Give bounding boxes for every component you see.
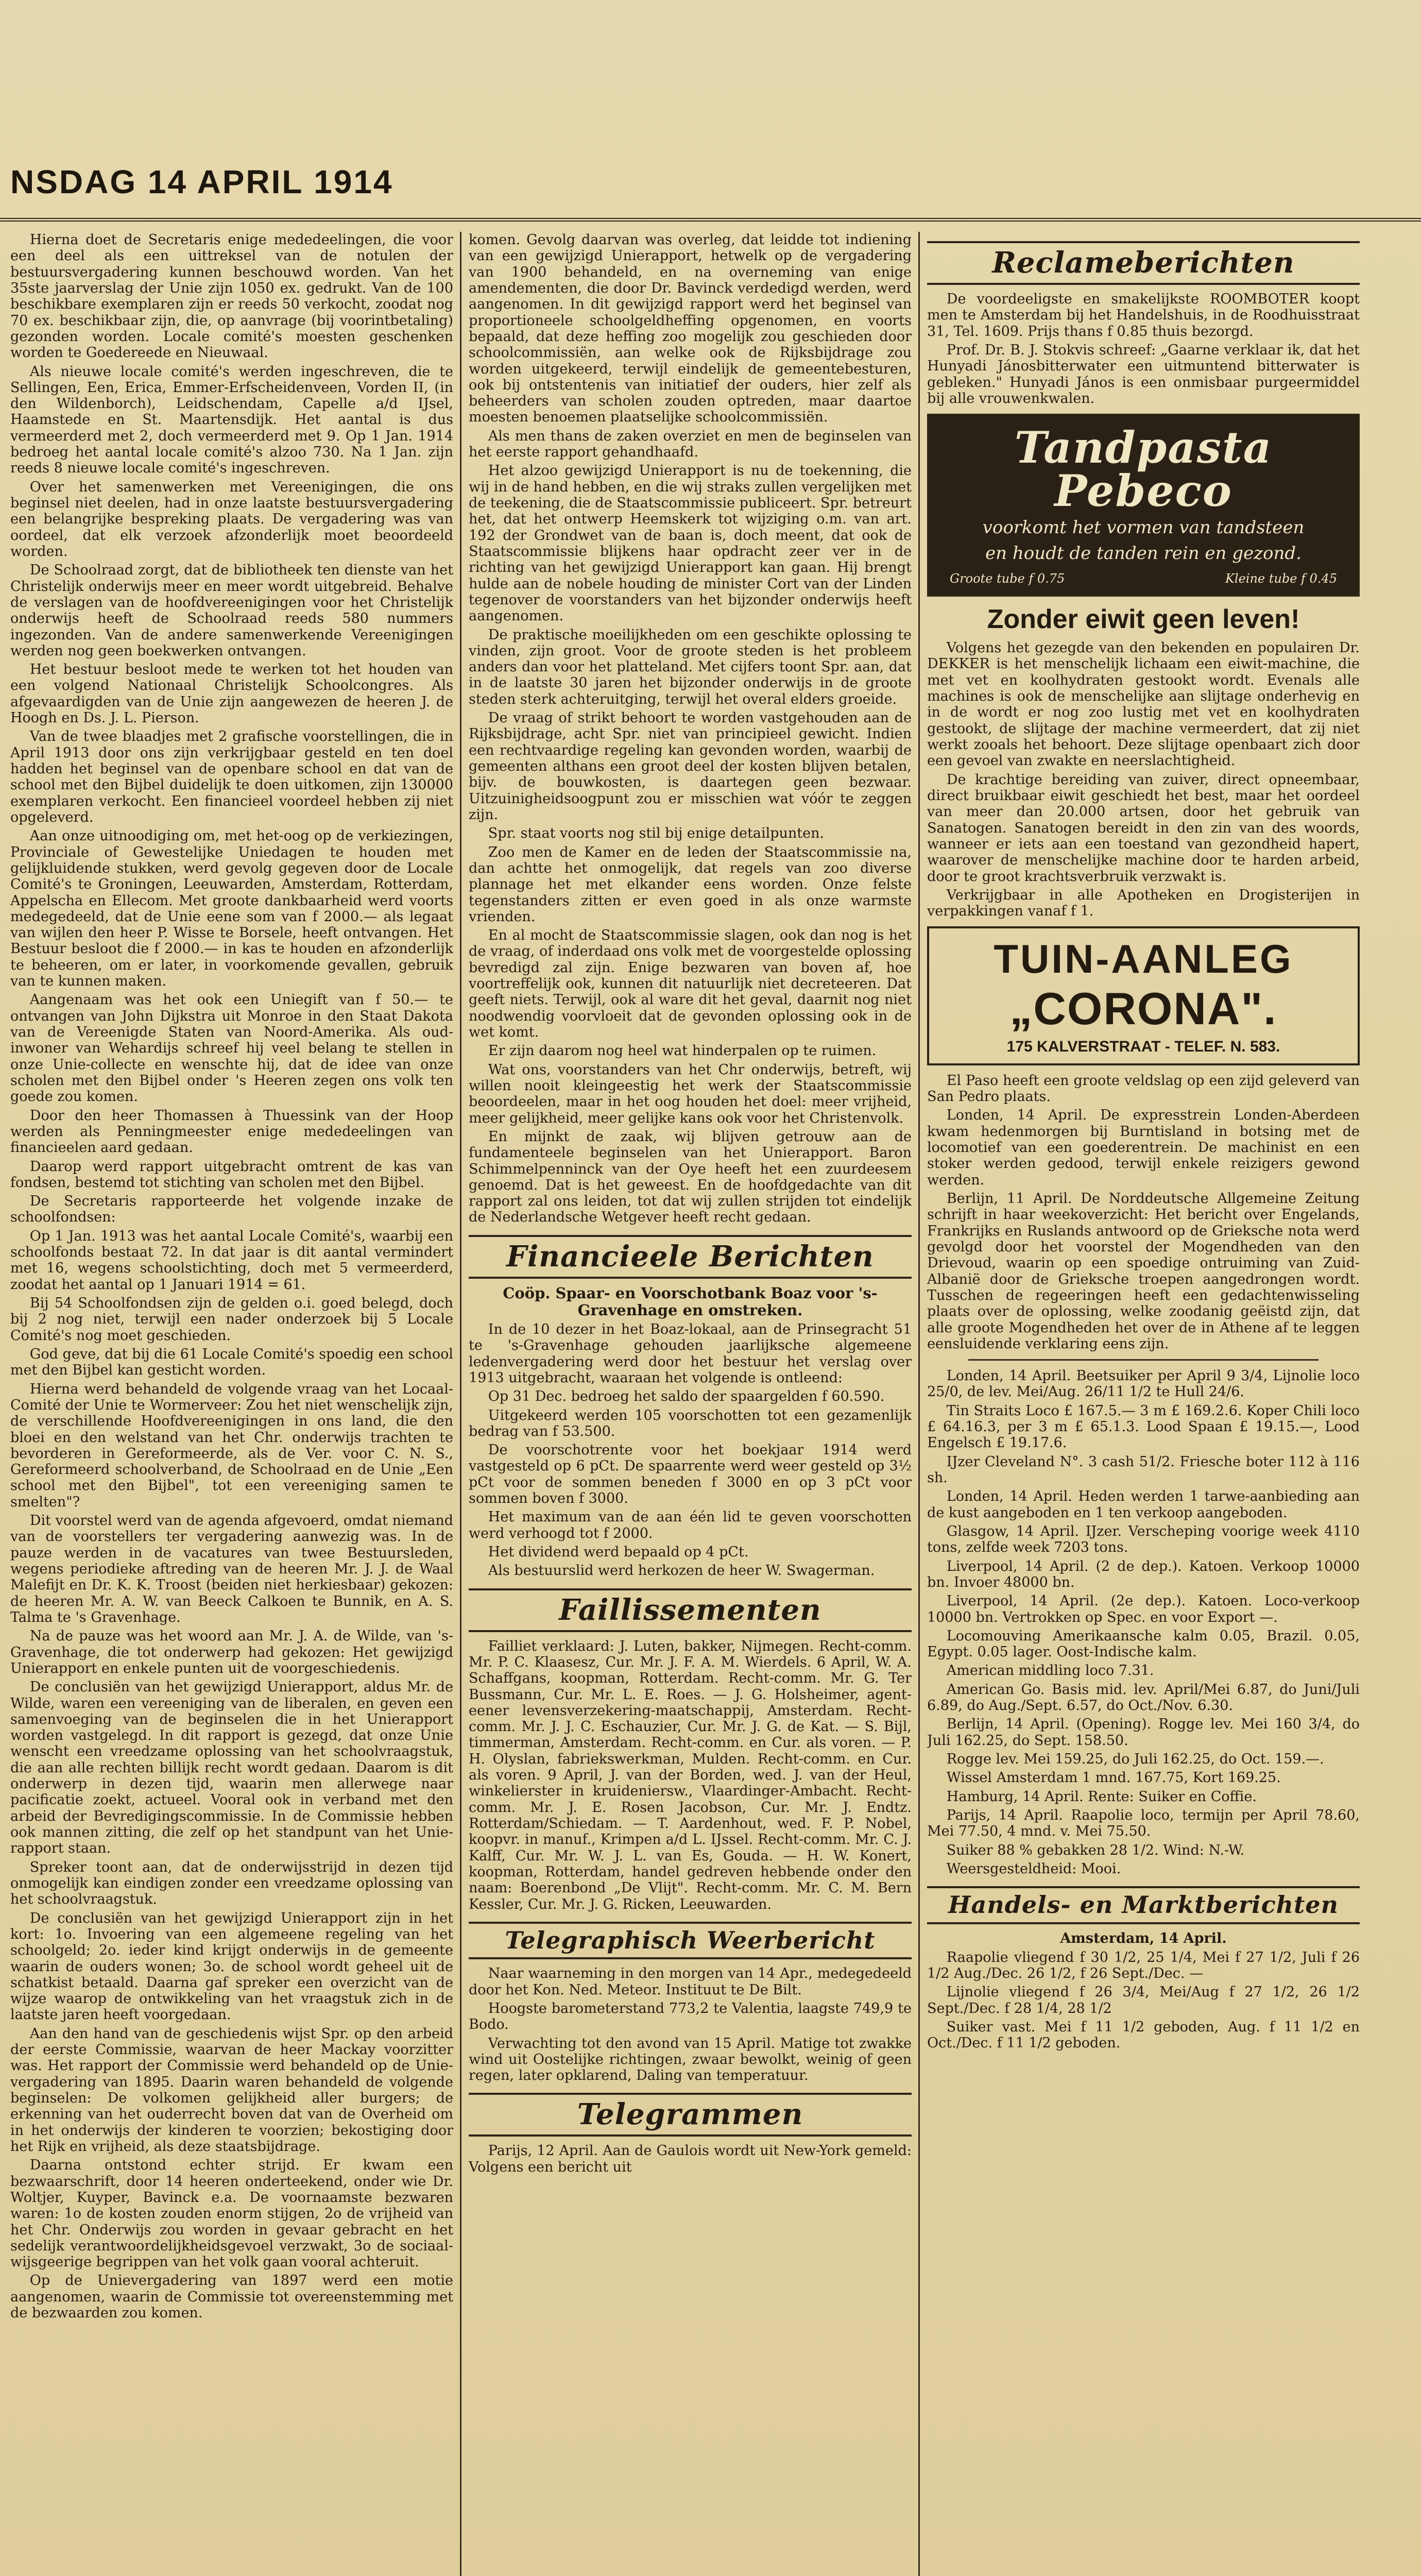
market-price-line: Liverpool, 14 April. (2 de dep.). Katoen. Verkoop 10000 bn. Invoer 48000 bn. [927,1558,1360,1590]
article-paragraph: Op de Unievergadering van 1897 werd een motie aangenomen, waarin de Commissie tot overeenstemming met de bezwaarden zou komen. [10,2273,453,2321]
article-paragraph: Aan den hand van de geschiedenis wijst Spr. op den arbeid der eerste Commissie, waarvan de heer Mackay voorzitter was. Het rapport der Commissie werd behandeld op de Unie-vergadering van 1895. Daarin waren behandeld de volgende beginselen: De volkomen gelijkheid aller burgers; de erkenning van het ouderrecht boven dat van de Overheid om in het onderwijs der kinderen te voorzien; bekostiging door het Rijk en vrijheid, als deze staatsbijdrage. [10,2025,453,2155]
article-paragraph: Failliet verklaard: J. Luten, bakker, Nijmegen. Recht-comm. Mr. P. C. Klaasesz, Cur. Mr. J. F. A. M. Wierdels. 6 April, W. A. Schaffgans, koopman, Rotterdam. Recht-comm. Mr. G. Ter Bussmann, Cur. Mr. L. E. Roes. — J. G. Holsheimer, agent-eener levensverzekering-maatschappij, Amsterdam. Recht-comm. Mr. J. J. C. Eschauzier, Cur. Mr. J. G. de Kat. — S. Bijl, timmerman, Amsterdam. Recht-comm. en Cur. als voren. — P. H. Olyslan, fabriekswerkman, Mulden. Recht-comm. en Cur. als voren. 9 April, J. van der Borden, wed. J. van der Heul, winkelierster in kruideniersw., Vlaardinger-Ambacht. Recht-comm. Mr. J. E. Rosen Jacobson, Cur. Mr. J. Endtz. Rotterdam/Schiedam. — T. Aardenhout, wed. F. P. Nobel, koopvr. in manuf., Krimpen a/d L. IJssel. Recht-comm. Mr. C. J. Kalff, Cur. Mr. W. J. L. van Es, Gouda. — H. W. Konert, koopman, Rotterdam, handel gedreven hebbende onder den naam: Boerenbond „De Vlijt". Recht-comm. Mr. C. M. Bern Kessler, Cur. Mr. J. G. Ricken, Leeuwarden. [469,1638,912,1912]
ad-paragraph: De krachtige bereiding van zuiver, direct opneembaar, direct bruikbaar eiwit geschiedt het best, maar het oordeel van meer dan 20.000 artsen, door het gebruik van Sanatogen. Sanatogen bereidt in den zin van des woords, wanneer er iets aan een toestand van gezondheid hapert, waarover de menschelijke machine door te harden arbeid, door te groot krachtsverbruik verzwakt is. [927,771,1360,885]
ad-paragraph: Prof. Dr. B. J. Stokvis schreef: „Gaarne verklaar ik, dat het Hunyadi Jánosbitterwater een uitmuntend bitterwater is gebleken." Hunyadi János is een onmisbaar purgeermiddel bij alle vrouwenkwalen. [927,342,1360,406]
section-heading-telegrammen: Telegrammen [469,2093,912,2137]
article-paragraph: In de 10 dezer in het Boaz-lokaal, aan de Prinsegracht 51 te 's-Gravenhage gehouden jaarlijksche algemeene ledenvergadering werd door het bestuur het verslag over 1913 uitgebracht, waaraan het volgende is ontleend: [469,1321,912,1386]
article-paragraph: Hierna doet de Secretaris enige mededeelingen, die voor een deel als een uittreksel van de notulen der bestuursvergadering kunnen beschouwd worden. Van het 35ste jaarverslag der Unie zijn 1050 ex. gedrukt. Van de 100 beschikbare exemplaren zijn er reeds 50 verkocht, zoodat nog 70 ex. beschikbaar zijn, die, op aanvrage (bij voorintbetaling) gezonden worden. Locale comité's moesten geschenken worden te Goedereede en Nieuwaal. [10,232,453,361]
pebeco-advertisement [927,414,1360,597]
article-paragraph: Zoo men de Kamer en de leden der Staatscommissie na, dan achtte het onmogelijk, dat regels van zoo diverse plannage het met elkander eens worden. Onze felste tegenstanders zitten er even goed in als onze warmste vrienden. [469,844,912,925]
article-paragraph: Verwachting tot den avond van 15 April. Matige tot zwakke wind uit Oostelijke richtingen, zwaar bewolkt, weinig of geen regen, later opklarend, Daling van temperatuur. [469,2035,912,2084]
article-paragraph: En mijnkt de zaak, wij blijven getrouw aan de fundamenteele beginselen van het Unierapport. Baron Schimmelpenninck van der Oye heeft het een zuurdeesem genoemd. Dat is het geweest. En de hoofdgedachte van dit rapport zal ons leiden, tot dat wij zullen strijden tot eindelijk de Nederlandsche Wetgever heeft recht gedaan. [469,1128,912,1226]
issue-date: NSDAG 14 APRIL 1914 [10,163,393,200]
market-city-date: Amsterdam, 14 April. [1060,1930,1227,1946]
market-price-line: American Go. Basis mid. lev. April/Mei 6.87, do Juni/Juli 6.89, do Aug./Sept. 6.57, do Oct./Nov. 6.30. [927,1681,1360,1714]
market-price-line: Suiker 88 % gebakken 28 1/2. Wind: N.-W. [946,1842,1245,1858]
masthead [0,144,1421,222]
news-paragraph: El Paso heeft een groote veldslag op een zijd geleverd van San Pedro plaats. [927,1072,1360,1105]
article-paragraph: Het dividend werd bepaald op 4 pCt. [488,1544,749,1561]
article-paragraph: Bij 54 Schoolfondsen zijn de gelden o.i. goed belegd, doch bij 2 nog niet, terwijl een nader onderzoek bij 5 Locale Comité's nog moet geschieden. [10,1295,453,1344]
pebeco-slogan-1: voorkomt het vormen van tandsteen [982,517,1305,538]
corona-name: „CORONA". [1009,982,1277,1034]
article-paragraph: De voorschotrente voor het boekjaar 1914 werd vastgesteld op 6 pCt. De spaarrente werd weer gesteld op 3½ pCt voor de sommen beneden f 3000 en op 3 pCt voor sommen boven f 3000. [469,1442,912,1507]
article-paragraph: Aan onze uitnoodiging om, met het-oog op de verkiezingen, Provinciale of Gewestelijke Uniedagen te houden met gelijkluidende stukken, werd gevolg gegeven door de Locale Comité's te Groningen, Leeuwarden, Amsterdam, Rotterdam, Appelscha en Ellecom. Met groote dankbaarheid werd voorts medegedeeld, dat de Unie eene som van f 2000.— als legaat van wijlen den heer P. Wisse te Borsele, heeft ontvangen. Het Bestuur besloot die f 2000.— in kas te houden en afzonderlijk te beheeren, om er later, in voorkomende gevallen, gebruik van te kunnen maken. [10,828,453,990]
article-paragraph: Naar waarneming in den morgen van 14 Apr., medegedeeld door het Kon. Ned. Meteor. Instituut te De Bilt. [469,1965,912,1998]
article-paragraph: Het bestuur besloot mede te werken tot het houden van een volgend Nationaal Christelijk Schoolcongres. Als afgevaardigden van de Unie zijn aangewezen de heeren J. de Hoogh en Ds. J. L. Pierson. [10,662,453,726]
ad-paragraph: Verkrijgbaar in alle Apotheken en Drogisterijen in verpakkingen vanaf f 1. [927,887,1360,920]
article-paragraph: Spr. staat voorts nog stil bij enige detailpunten. [488,825,825,842]
article-paragraph: Van de twee blaadjes met 2 grafische voorstellingen, die in April 1913 door ons zijn verkrijgbaar gesteld en ten doel hadden het beginsel van de openbare school en dat van de school met den Bijbel duidelijk te doen uitkomen, zijn 130000 exemplaren verkocht. Een financieel voordeel hebben zij niet opgeleverd. [10,728,453,825]
section-subheading: Coöp. Spaar- en Voorschotbank Boaz voor 's-Gravenhage en omstreken. [503,1284,878,1319]
article-paragraph: Hierna werd behandeld de volgende vraag van het Locaal-Comité der Unie te Wormerveer: Zou het niet wenschelijk zijn, de verschillende Hoofdvereenigingen in ons land, die den bloei en den welstand van het Chr. onderwijs trachten te bevorderen in Gereformeerde, als de Ver. voor C. N. S., Gereformeerd schoolverband, de Schoolraad en de Unie „Een school met den Bijbel", tot een vereeniging samen te smelten"? [10,1381,453,1510]
section-heading-financieele-berichten: Financieele Berichten [469,1235,912,1279]
column-rule [460,232,461,2576]
article-paragraph: Door den heer Thomassen à Thuessink van der Hoop werden als Penningmeester enige mededeelingen van financieelen aard gedaan. [10,1107,453,1156]
column-rule [918,232,920,2576]
article-paragraph: Parijs, 12 April. Aan de Gaulois wordt uit New-York gemeld: Volgens een bericht uit [469,2143,912,2175]
article-paragraph: Er zijn daarom nog heel wat hinderpalen op te ruimen. [488,1043,877,1059]
article-paragraph: Wat ons, voorstanders van het Chr onderwijs, betreft, wij willen nooit kleingeestig het werk der Staatscommissie beoordeelen, maar in het oog houden het doel: meer vrijheid, meer gelijkheid, meer gelijke kans ook voor het Christenvolk. [469,1061,912,1126]
column-3 [927,232,1360,2576]
article-paragraph: Op 1 Jan. 1913 was het aantal Locale Comité's, waarbij een schoolfonds bestaat 72. In dat jaar is dit aantal vermindert met 16, wegens schoolstichting, doch met 5 vermeerderd, zoodat het aantal op 1 Januari 1914 = 61. [10,1228,453,1293]
article-paragraph: Na de pauze was het woord aan Mr. J. A. de Wilde, van 's-Gravenhage, die tot onderwerp had gekozen: Het gewijzigd Unierapport en enkele punten uit de voorgeschiedenis. [10,1628,453,1676]
market-price-line: Berlijn, 14 April. (Opening). Rogge lev. Mei 160 3/4, do Juli 162.25, do Sept. 158.50. [927,1716,1360,1749]
article-paragraph: Als bestuurslid werd herkozen de heer W. Swagerman. [488,1563,875,1579]
market-price-line: American middling loco 7.31. [946,1663,1154,1679]
article-paragraph: Daarna ontstond echter strijd. Er kwam een bezwaarschrift, door 14 heeren onderteekend, onder wie Dr. Woltjer, Kuyper, Bavinck e.a. De voornaamste bezwaren waren: 1o de kosten zouden enorm stijgen, 2o de vrijheid van het Chr. Onderwijs zou worden in gevaar gebracht en het sedelijk verantwoordelijkheidsgevoel verzwakt, 3o de sociaal-wijsgeerige begrippen van het volk gaan vooral achteruit. [10,2157,453,2270]
article-paragraph: De conclusiën van het gewijzigd Unierapport, aldus Mr. de Wilde, waren een vereeniging van de liberalen, en geven een samenvoeging van de beginselen die in het Unierapport worden vastgelegd. In dit rapport is gezegd, dat onze Unie wenscht een vreedzame oplossing van het schoolvraagstuk, die aan alle rechten billijk recht wordt gedaan. Daarom is dit onderwerp in dezen tijd, waarin men allerwege naar pacificatie zoekt, actueel. Vooral ook in verband met den arbeid der Bevredigingscommissie. In de Commissie hebben ook mannen zitting, die zelf op het standpunt van het Unie-rapport staan. [10,1679,453,1857]
article-paragraph: Aangenaam was het ook een Uniegift van f 50.— te ontvangen van John Dijkstra uit Monroe in den Staat Dakota van de Vereenigde Staten van Noord-Amerika. Als oud-inwoner van Wehardijs schreef hij veel belang te stellen in onze Unie-collecte en wenschte hij, dat de idee van onze scholen met den Bijbel onder 's Heeren zegen ons volk ten goede zou komen. [10,992,453,1105]
tuin-aanleg-title: TUIN-AANLEG [994,936,1293,982]
market-price-line: Glasgow, 14 April. IJzer. Verscheping voorige week 4110 tons, zelfde week 7203 tons. [927,1523,1360,1556]
article-paragraph: Uitgekeerd werden 105 voorschotten tot een gezamenlijk bedrag van f 53.500. [469,1407,912,1439]
article-paragraph: God geve, dat bij die 61 Locale Comité's spoedig een school met den Bijbel kan gesticht worden. [10,1346,453,1379]
article-paragraph: Over het samenwerken met Vereenigingen, die ons beginsel niet deelen, had in onze laatste bestuursvergadering een belangrijke bespreking plaats. De vergadering was van oordeel, dat elk verzoek afzonderlijk moet beoordeeld worden. [10,479,453,560]
article-paragraph: De vraag of strikt behoort te worden vastgehouden aan de Rijksbijdrage, acht Spr. niet van principieel gewicht. Indien een rechtvaardige regeling kan gevonden worden, waarbij de gemeenten althans een groot deel der kosten blijven betalen, bijv. de bouwkosten, is daartegen geen bezwaar. Uitzuinigheidsoogpunt zou er misschien wat vóór te zeggen zijn. [469,710,912,823]
article-paragraph: De praktische moeilijkheden om een geschikte oplossing te vinden, zijn groot. Voor de groote steden is het probleem anders dan voor het platteland. Met cijfers toont Spr. aan, dat in de laatste 30 jaren het bijzonder onderwijs in de groote steden sterk achteruitging, terwijl het overal elders groeide. [469,626,912,707]
article-paragraph: En al mocht de Staatscommissie slagen, ook dan nog is het de vraag, of inderdaad ons volk met de voorgestelde oplossing bevredigd zal zijn. Enige bezwaren van boven af, hoe voortreffelijk ook, kunnen dit natuurlijk niet decreteeren. Dat geeft niets. Terwijl, ook al ware dit het geval, daarnit nog niet noodwendig voorvloeit dat de gevonden oplossing ook in de wet komt. [469,927,912,1040]
column-1 [10,232,453,2576]
market-price-line: Parijs, 14 April. Raapolie loco, termijn per April 78.60, Mei 77.50, 4 mnd. v. Mei 75.50. [927,1807,1360,1840]
market-price-line: IJzer Cleveland N°. 3 cash 51/2. Friesche boter 112 à 116 sh. [927,1453,1360,1486]
pebeco-price-small: Kleine tube f 0.45 [1225,571,1337,586]
section-heading-handelsberichten: Handels- en Marktberichten [927,1886,1360,1924]
section-heading-faillissementen: Faillissementen [469,1588,912,1632]
article-paragraph: De Secretaris rapporteerde het volgende inzake de schoolfondsen: [10,1193,453,1226]
market-price-line: Suiker vast. Mei f 11 1/2 geboden, Aug. f 11 1/2 en Oct./Dec. f 11 1/2 geboden. [927,2019,1360,2052]
article-paragraph: komen. Gevolg daarvan was overleg, dat leidde tot indiening van een gewijzigd Unierapport, hetwelk op de vergadering van 1900 behandeld, en na overneming van enige amendementen, die door Dr. Bavinck verdedigd werden, werd aangenomen. In dit gewijzigd rapport werd het beginsel van proportioneele schoolgeldheffing opgenomen, en voorts bepaald, dat deze heffing zoo mogelijk zou geschieden door schoolcommissiën, aan welke ook de Rijksbijdrage zou worden uitgekeerd, terwijl eindelijk de gemeentebesturen, ook bij ontstentenis van initiatief der ouders, hier zelf als beheerders van scholen zouden optreden, maar daartoe moesten benoemen plaatselijke schoolcommissiën. [469,232,912,426]
market-price-line: Locomouving Amerikaansche kalm 0.05, Brazil. 0.05, Egypt. 0.05 lager. Oost-Indische kalm. [927,1628,1360,1660]
market-price-line: Tin Straits Loco £ 167.5.— 3 m £ 169.2.6. Koper Chili loco £ 64.16.3, per 3 m £ 65.1.3. Lood Spaan £ 19.15.—, Lood Engelsch £ 19.17.6. [927,1402,1360,1451]
sanatogen-headline: Zonder eiwit geen leven! [987,604,1300,634]
article-paragraph: Het alzoo gewijzigd Unierapport is nu de toekenning, die wij in de hand hebben, en die wij straks zullen vergelijken met de teekening, die de Staatscommissie publiceert. Spr. betreurt het, dat het ontwerp Heemskerk tot wijziging o.m. van art. 192 der Grondwet van de baan is, doch meent, dat ook de Staatscommissie blijkens haar opdracht zeer ver in de richting van het gewijzigd Unierapport kan gaan. Hij brengt hulde aan de nobele houding de minister Cort van der Linden tegenover de voorstanders van het bijzonder onderwijs heeft aangenomen. [469,463,912,624]
article-paragraph: Op 31 Dec. bedroeg het saldo der spaargelden f 60.590. [488,1388,885,1405]
article-paragraph: Dit voorstel werd van de agenda afgevoerd, omdat niemand van de voorstellers ter vergadering aanwezig was. In de pauze werden in de vacatures van twee Bestuursleden, wegens periodieke aftreding van de heeren Mr. J. J. de Waal Malefijt en Dr. K. K. Troost (beiden niet herkiesbaar) gekozen: de heeren Mr. A. W. van Beeck Calkoen te Bunnik, en A. S. Talma te 's Gravenhage. [10,1513,453,1625]
market-price-line: Liverpool, 14 April. (2e dep.). Katoen. Loco-verkoop 10000 bn. Vertrokken op Spec. en voor Export —. [927,1593,1360,1625]
article-paragraph: Als nieuwe locale comité's werden ingeschreven, die te Sellingen, Een, Erica, Emmer-Erfscheidenveen, Vorden II, (in den Wildenborch), Leidschendam, Capelle a/d IJsel, Haamstede en St. Maartensdijk. Het aantal is dus vermeerderd met 2, doch vermeerderd met 9. Op 1 Jan. 1914 bedroeg het aantal locale comité's alzoo 730. Na 1 Jan. zijn reeds 8 nieuwe locale comité's ingeschreven. [10,363,453,477]
pebeco-slogan-2: en houdt de tanden rein en gezond. [985,543,1302,564]
pebeco-brand: Tandpasta Pebeco [1014,422,1273,517]
market-price-line: Hamburg, 14 April. Rente: Suiker en Coffie. [946,1788,1257,1805]
article-paragraph: Daarop werd rapport uitgebracht omtrent de kas van fondsen, bestemd tot stichting van scholen met den Bijbel. [10,1158,453,1191]
article-paragraph: Het maximum van de aan één lid te geven voorschotten werd verhoogd tot f 2000. [469,1509,912,1541]
news-paragraph: Londen, 14 April. De expresstrein Londen-Aberdeen kwam hedenmorgen bij Burntisland in botsing met de locomotief van een goederentrein. De machinist en een stoker werden gedood, terwijl enkele reizigers gewond werden. [927,1107,1360,1188]
divider [968,1359,1319,1361]
sanatogen-advertisement [927,604,1360,920]
ad-paragraph: Volgens het gezegde van den bekenden en populairen Dr. DEKKER is het menschelijk lichaam een eiwit-machine, die met vet en koolhydraten gestookt wordt. Evenals alle machines is ook de menschelijke aan slijtage onderhevig en in de wordt er nog zoo lustig met vet en koolhydraten gestookt, de slijtage der machine vermeerdert, dat zij niet werkt zooals het behoort. Deze slijtage openbaart zich door een gevoel van zwakte en neerslachtigheid. [927,640,1360,769]
article-paragraph: Hoogste barometerstand 773,2 te Valentia, laagste 749,9 te Bodo. [469,2000,912,2033]
section-heading-reclameberichten: Reclameberichten [927,241,1360,285]
ad-paragraph: De voordeeligste en smakelijkste ROOMBOTER koopt men te Amsterdam bij het Handelshuis, in de Roodhuisstraat 31, Tel. 1609. Prijs thans f 0.85 thuis bezorgd. [927,291,1360,340]
section-heading-weerbericht: Telegraphisch Weerbericht [469,1922,912,1959]
market-price-line: Rogge lev. Mei 159.25, do Juli 162.25, do Oct. 159.—. [946,1751,1324,1767]
market-price-line: Lijnolie vliegend f 26 3/4, Mei/Aug f 27 1/2, 26 1/2 Sept./Dec. f 28 1/4, 28 1/2 [927,1984,1360,2016]
article-paragraph: De Schoolraad zorgt, dat de bibliotheek ten dienste van het Christelijk onderwijs meer en meer wordt uitgebreid. Behalve de verslagen van de hoofdvereenigingen voor het Christelijk onderwijs heeft de Schoolraad reeds 580 nummers ingezonden. Van de andere samenwerkende Vereenigingen werden nog geen boekwerken ontvangen. [10,562,453,659]
article-paragraph: Spreker toont aan, dat de onderwijsstrijd in dezen tijd onmogelijk kan eindigen zonder een vreedzame oplossing van het schoolvraagstuk. [10,1859,453,1908]
article-paragraph: Als men thans de zaken overziet en men de beginselen van het eerste rapport gehandhaafd. [469,428,912,461]
article-paragraph: De conclusiën van het gewijzigd Unierapport zijn in het kort: 1o. Invoering van een algemeene regeling van het schoolgeld; 2o. ieder kind krijgt onderwijs in de gemeente waarin de ouders wonen; 3o. de school wordt geheel uit de schatkist betaald. Daarna gaf spreker een overzicht van de wijze waarop de ontwikkeling van het vraagstuk zich in de laatste jaren heeft voorgedaan. [10,1910,453,2023]
column-2 [469,232,912,2576]
tuin-aanleg-advertisement [927,926,1360,1065]
market-price-line: Londen, 14 April. Beetsuiker per April 9 3/4, Lijnolie loco 25/0, de lev. Mei/Aug. 26/11 1/2 te Hull 24/6. [927,1368,1360,1400]
market-price-line: Raapolie vliegend f 30 1/2, 25 1/4, Mei f 27 1/2, Juli f 26 1/2 Aug./Dec. 26 1/2, f 26 Sept./Dec. — [927,1949,1360,1982]
market-price-line: Wissel Amsterdam 1 mnd. 167.75, Kort 169.25. [946,1770,1281,1786]
market-price-line: Weersgesteldheid: Mooi. [946,1860,1121,1877]
corona-address: 175 KALVERSTRAAT - TELEF. N. 583. [1006,1038,1280,1056]
pebeco-price-large: Groote tube f 0.75 [950,571,1065,586]
market-price-line: Londen, 14 April. Heden werden 1 tarwe-aanbieding aan de kust aangeboden en 1 ten verkoop aangeboden. [927,1488,1360,1521]
news-paragraph: Berlijn, 11 April. De Norddeutsche Allgemeine Zeitung schrijft in haar weekoverzicht: Het bericht over Engelands, Frankrijks en Ruslands antwoord op de Grieksche nota werd gevolgd door het voorstel der Mogendheden van den Drievoud, waarin op een spoedige ontruiming van Zuid-Albanië door de Grieksche troepen aangedrongen wordt. Tusschen de regeeringen heeft een gedachtenwisseling plaats over de oplossing, welke zoodanig geëistd zijn, dat alle groote Mogendheden het over de in Athene af te leggen eensluidende verklaring eens zijn. [927,1191,1360,1352]
